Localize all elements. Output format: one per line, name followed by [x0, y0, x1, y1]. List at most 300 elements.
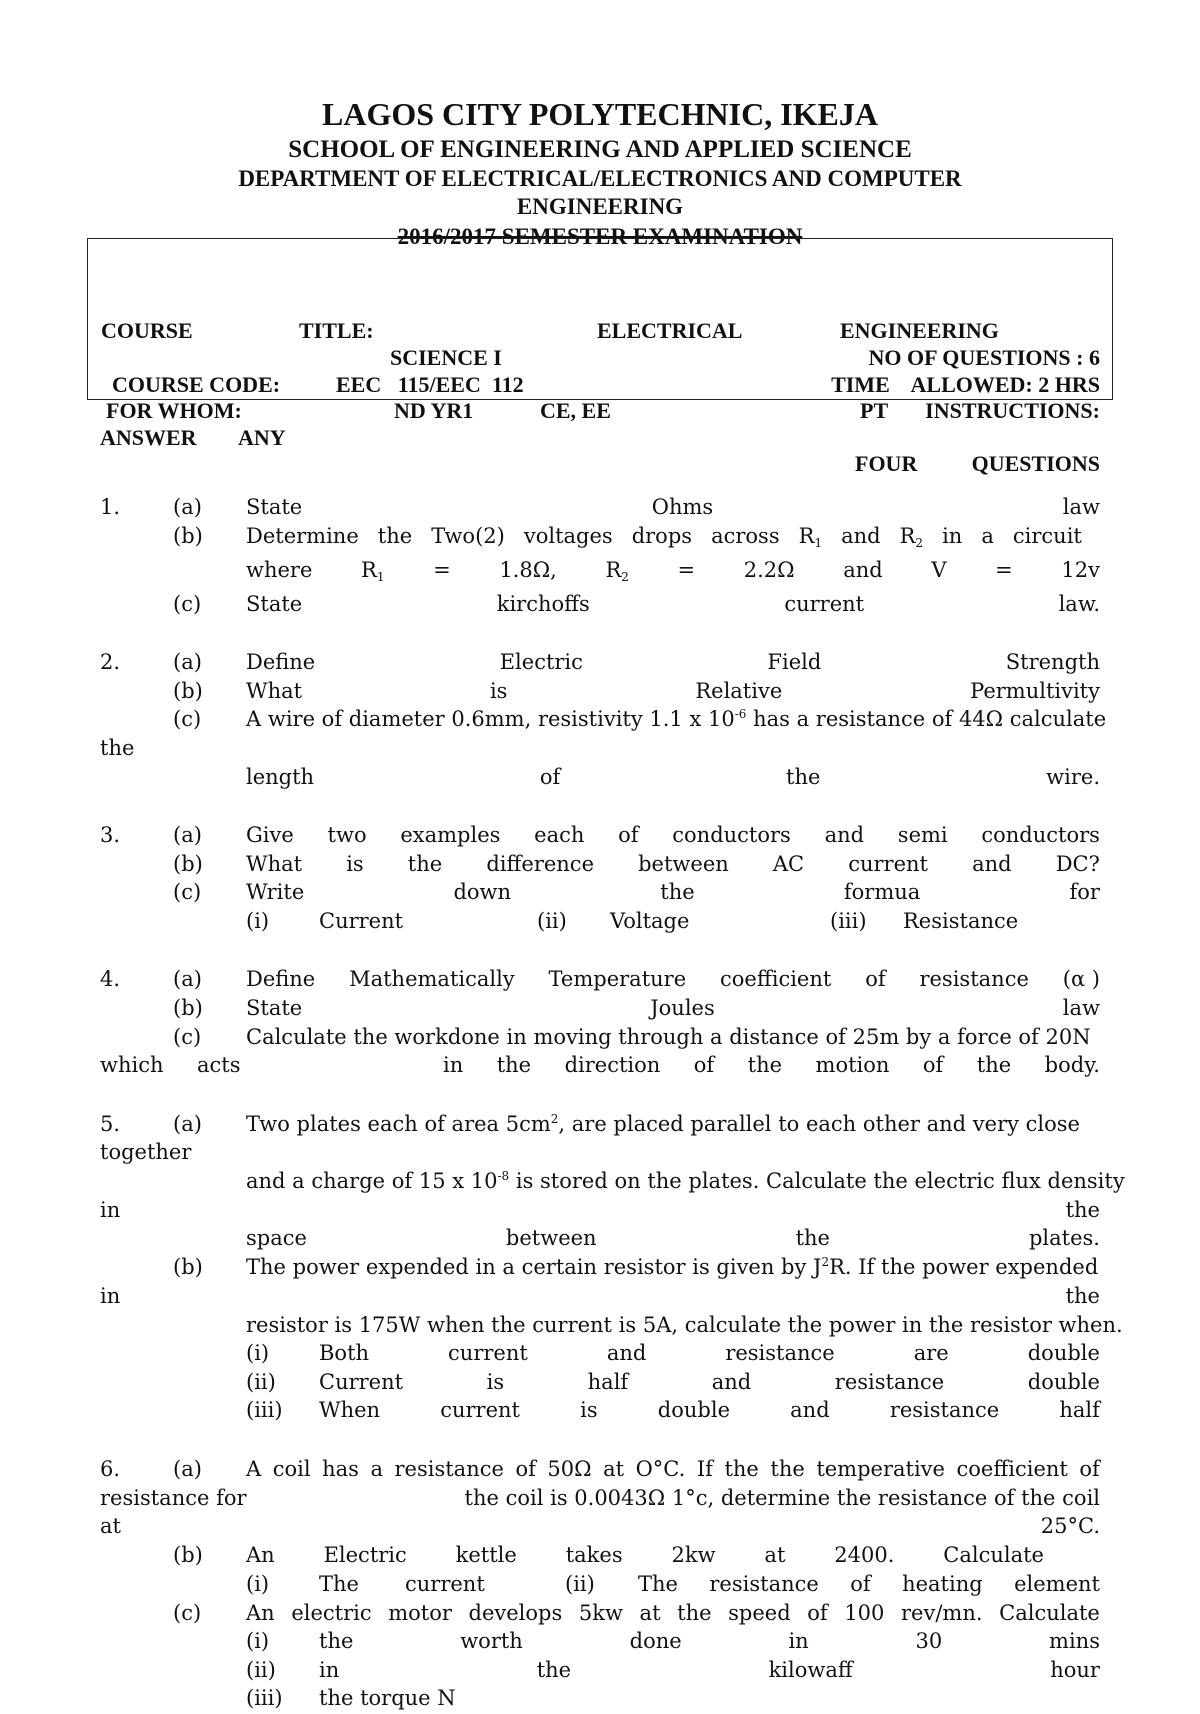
- word: resistance: [709, 1572, 819, 1596]
- word: formua: [843, 880, 921, 904]
- q2-c-line: [100, 707, 1107, 735]
- word: element: [1014, 1572, 1100, 1596]
- word: of: [515, 1457, 536, 1481]
- answer-label: ANSWER: [100, 425, 197, 450]
- subscript: 2: [915, 536, 924, 550]
- q5-b-iii: [100, 1398, 1100, 1426]
- word: Electric: [499, 650, 583, 674]
- word: Ohms: [651, 495, 714, 519]
- question-text: [246, 852, 1100, 876]
- superscript: -6: [734, 707, 747, 721]
- word: 2400.: [834, 1543, 895, 1567]
- question-text: [246, 558, 1100, 584]
- part-label: (b): [173, 852, 203, 876]
- part-label: (a): [173, 1457, 202, 1481]
- word: (iii): [246, 1686, 283, 1710]
- word: R: [899, 524, 916, 548]
- word: coil: [272, 1457, 311, 1481]
- title-word-engineering: ENGINEERING: [840, 318, 999, 343]
- word: a: [370, 1457, 383, 1481]
- word: and: [841, 524, 881, 548]
- word: AC: [772, 852, 805, 876]
- subpart-label: (i): [246, 909, 270, 933]
- q5-b-line: [100, 1255, 1100, 1283]
- word: the coil is 0.0043Ω 1°c, determine the resistance of the coil: [464, 1486, 1100, 1510]
- q3-a-line: [100, 823, 1100, 851]
- word: half: [1059, 1398, 1100, 1422]
- q4-c-wrap: [100, 1053, 1100, 1081]
- word: Determine: [246, 524, 359, 548]
- q6-c-ii: [100, 1658, 1100, 1686]
- part-label: (c): [173, 880, 202, 904]
- word: 25°C.: [1040, 1514, 1100, 1538]
- subpart-text: Resistance: [903, 909, 1019, 933]
- word: and a charge of 15 x 10: [246, 1169, 498, 1193]
- word: of: [922, 1053, 944, 1077]
- course-label: COURSE: [101, 318, 193, 343]
- question-text: [246, 650, 1100, 674]
- q5-a-line4: [100, 1226, 1100, 1254]
- word: examples: [400, 823, 501, 847]
- word: at: [603, 1457, 625, 1481]
- question-text: [246, 996, 1100, 1020]
- superscript: -8: [497, 1169, 510, 1183]
- question-text: [246, 495, 1100, 519]
- subscript: 2: [621, 570, 629, 584]
- word: conductors: [672, 823, 791, 847]
- word: law: [1062, 495, 1100, 519]
- word: Current: [319, 1370, 404, 1394]
- word: body.: [1044, 1053, 1100, 1077]
- word: in: [942, 524, 963, 548]
- word: the torque N: [319, 1686, 456, 1710]
- word: Define: [246, 650, 316, 674]
- word: the: [407, 852, 443, 876]
- q2-a-line: [100, 650, 1100, 678]
- word: motor: [388, 1601, 452, 1625]
- q1-a-line: [100, 495, 1100, 523]
- for-whom-mode: PT: [860, 398, 889, 423]
- q1-b-line: [100, 524, 1100, 552]
- course-code-label: COURSE CODE:: [112, 372, 281, 397]
- word: the: [677, 1601, 712, 1625]
- word: 50Ω: [547, 1457, 592, 1481]
- word: at: [100, 1514, 121, 1538]
- for-whom-label: FOR WHOM:: [106, 398, 242, 423]
- subscript: 1: [376, 570, 385, 584]
- word: the: [976, 1053, 1012, 1077]
- question-text: [246, 967, 1100, 991]
- department-title-line2: ENGINEERING: [516, 194, 684, 219]
- word: (i): [246, 1629, 270, 1653]
- subpart-text: Voltage: [610, 909, 690, 933]
- q6-c-iii: [100, 1686, 1100, 1714]
- word: the: [1065, 1198, 1100, 1222]
- word: acts: [197, 1053, 241, 1077]
- word: current: [405, 1572, 485, 1596]
- word: Calculate: [999, 1601, 1100, 1625]
- word: If: [696, 1457, 713, 1481]
- part-label: (b): [173, 1543, 203, 1567]
- word: takes: [565, 1543, 623, 1567]
- school-title: SCHOOL OF ENGINEERING AND APPLIED SCIENCE: [288, 136, 912, 163]
- question-text: [246, 1112, 1100, 1136]
- q5-a-wrap: [100, 1140, 1100, 1168]
- number-of-questions: NO OF QUESTIONS : 6: [868, 345, 1100, 370]
- word: direction: [564, 1053, 661, 1077]
- question-text: [246, 679, 1100, 703]
- subpart-text: Current: [319, 909, 404, 933]
- word: are: [913, 1341, 949, 1365]
- word: 12v: [1061, 558, 1100, 582]
- question-text: [246, 1601, 1100, 1625]
- word: A: [246, 1457, 262, 1481]
- question-text: [246, 524, 1082, 550]
- word: coefficient: [956, 1457, 1068, 1481]
- word: An: [246, 1543, 275, 1567]
- for-whom-level: ND YR1: [394, 398, 474, 423]
- word: the: [319, 1629, 354, 1653]
- word: (ii): [246, 1370, 276, 1394]
- word: between: [638, 852, 729, 876]
- part-label: (a): [173, 823, 202, 847]
- word: of: [618, 823, 639, 847]
- institution-title: LAGOS CITY POLYTECHNIC, IKEJA: [322, 96, 878, 132]
- word: 100: [844, 1601, 885, 1625]
- question-text: [246, 1543, 1044, 1567]
- for-whom-programme: CE, EE: [540, 398, 611, 423]
- word: kirchoffs: [496, 592, 590, 616]
- department-title-line1: DEPARTMENT OF ELECTRICAL/ELECTRONICS AND COMPUTER: [238, 166, 962, 191]
- word: Joules: [650, 996, 715, 1020]
- word: where: [246, 558, 313, 582]
- q6-c-i: [100, 1629, 1100, 1657]
- exam-title: 2016/2017 SEMESTER EXAMINATION: [397, 224, 803, 249]
- word: (ii): [565, 1572, 595, 1596]
- word: the: [377, 524, 413, 548]
- four-label: FOUR: [855, 451, 918, 476]
- wrapped-word: the: [100, 736, 135, 760]
- word: Temperature: [548, 967, 687, 991]
- resistor-r2: [605, 558, 628, 584]
- q2-c-wrap: [100, 736, 1100, 764]
- word: for: [1069, 880, 1100, 904]
- part-label: (a): [173, 495, 202, 519]
- word: current: [440, 1398, 520, 1422]
- word: R. If the power expended: [829, 1255, 1099, 1279]
- q5-b-line2: [100, 1284, 1100, 1312]
- q3-c-subparts: [100, 909, 1100, 937]
- word: Strength: [1005, 650, 1100, 674]
- word: resistance for: [100, 1486, 247, 1510]
- word: conductors: [981, 823, 1100, 847]
- question-number: 2.: [100, 650, 121, 674]
- word: of: [1079, 1457, 1100, 1481]
- word: kettle: [455, 1543, 517, 1567]
- question-text: [246, 707, 1107, 731]
- word: the: [770, 1457, 805, 1481]
- any-label: ANY: [238, 425, 286, 450]
- q5-a-line3: [100, 1198, 1100, 1226]
- word: develops: [468, 1601, 563, 1625]
- part-label: (b): [173, 679, 203, 703]
- word: rev/mn.: [901, 1601, 983, 1625]
- word: (ii): [246, 1658, 276, 1682]
- questions-label: QUESTIONS: [971, 451, 1100, 476]
- word: is: [580, 1398, 598, 1422]
- q6-a-line2: [100, 1486, 1100, 1514]
- word: between: [505, 1226, 597, 1250]
- subscript: 1: [814, 536, 823, 550]
- superscript: 2: [550, 1112, 559, 1126]
- question-number: 3.: [100, 823, 121, 847]
- word: speed: [728, 1601, 791, 1625]
- question-text: [246, 880, 1100, 904]
- q6-b-subparts: [100, 1572, 1100, 1600]
- word: worth: [460, 1629, 523, 1653]
- q3-b-line: [100, 852, 1100, 880]
- word: heating: [902, 1572, 983, 1596]
- word: motion: [815, 1053, 890, 1077]
- word: The power expended in a certain resistor is given by J: [246, 1255, 822, 1279]
- word: Permultivity: [970, 679, 1100, 703]
- word: law: [1062, 996, 1100, 1020]
- word: mins: [1049, 1629, 1100, 1653]
- word: 30: [915, 1629, 943, 1653]
- part-label: (a): [173, 650, 202, 674]
- question-text: [246, 1226, 1100, 1250]
- q5-b-ii: [100, 1370, 1100, 1398]
- word: in: [100, 1198, 121, 1222]
- word: Write: [246, 880, 305, 904]
- word: half: [587, 1370, 629, 1394]
- part-label: (b): [173, 996, 203, 1020]
- word: of: [693, 1053, 715, 1077]
- part-label: (a): [173, 1112, 202, 1136]
- word: which: [100, 1053, 164, 1077]
- word: double: [1027, 1341, 1100, 1365]
- word: a: [981, 524, 994, 548]
- word: has a resistance of 44Ω calculate: [746, 707, 1107, 731]
- question-number: 6.: [100, 1457, 121, 1481]
- subpart-label: (iii): [830, 909, 867, 933]
- q2-b-line: [100, 679, 1100, 707]
- wrapped-word: together: [100, 1140, 192, 1164]
- q4-a-line: [100, 967, 1100, 995]
- word: done: [629, 1629, 682, 1653]
- word: at: [639, 1601, 661, 1625]
- word: An: [246, 1601, 275, 1625]
- word: (α ): [1062, 967, 1100, 991]
- word: Relative: [695, 679, 783, 703]
- q5-b-i: [100, 1341, 1100, 1369]
- word: of: [865, 967, 886, 991]
- word: Give: [246, 823, 294, 847]
- word: coefficient: [719, 967, 832, 991]
- word: in: [100, 1284, 121, 1308]
- word: State: [246, 592, 303, 616]
- question-text: resistor is 175W when the current is 5A, calculate the power in the resistor when.: [246, 1313, 1123, 1337]
- question-text: Calculate the workdone in moving through a distance of 25m by a force of 20N: [246, 1025, 1091, 1049]
- word: What: [246, 679, 303, 703]
- part-label: (c): [173, 592, 202, 616]
- resistor-r1: [361, 558, 384, 584]
- word: temperative: [816, 1457, 945, 1481]
- word: The: [638, 1572, 678, 1596]
- word: What: [246, 852, 303, 876]
- word: =: [433, 558, 451, 582]
- word: the: [536, 1658, 572, 1682]
- word: Both: [319, 1341, 370, 1365]
- word: the: [496, 1053, 532, 1077]
- word: Two plates each of area 5cm: [246, 1112, 551, 1136]
- word: and: [824, 823, 865, 847]
- word: Calculate: [943, 1543, 1044, 1567]
- word: resistance: [919, 967, 1029, 991]
- word: is: [486, 1370, 505, 1394]
- q5-a-line2: [100, 1169, 1125, 1197]
- q6-b-line: [100, 1543, 1100, 1571]
- word: law.: [1058, 592, 1100, 616]
- word: resistance: [834, 1370, 945, 1394]
- word: State: [246, 495, 303, 519]
- word: double: [657, 1398, 730, 1422]
- word: is: [346, 852, 364, 876]
- word: wire.: [1046, 765, 1100, 789]
- word: DC?: [1055, 852, 1100, 876]
- word: 2kw: [671, 1543, 716, 1567]
- course-code: EEC 115/EEC 112: [336, 372, 524, 397]
- word: double: [1027, 1370, 1100, 1394]
- word: of: [539, 765, 561, 789]
- q3-c-line: [100, 880, 1100, 908]
- word: has: [322, 1457, 359, 1481]
- q4-c-line: [100, 1025, 1100, 1053]
- word: the: [747, 1053, 783, 1077]
- q6-a-line: [100, 1457, 1100, 1485]
- word: and: [606, 1341, 647, 1365]
- word: at: [764, 1543, 786, 1567]
- word: (iii): [246, 1398, 283, 1422]
- question-text: [246, 592, 1100, 616]
- word: current: [784, 592, 865, 616]
- word: down: [453, 880, 512, 904]
- word: and: [711, 1370, 752, 1394]
- resistor-r2: [900, 524, 923, 550]
- word: (i): [246, 1341, 270, 1365]
- word: , are placed parallel to each other and very close: [558, 1112, 1080, 1136]
- word: voltages: [523, 524, 613, 548]
- title-label: TITLE:: [299, 318, 374, 343]
- word: of: [850, 1572, 871, 1596]
- word: space: [246, 1226, 307, 1250]
- word: in: [788, 1629, 809, 1653]
- word: A wire of diameter 0.6mm, resistivity 1.1 x 10: [246, 707, 735, 731]
- word: electric: [291, 1601, 372, 1625]
- word: length: [246, 765, 315, 789]
- part-label: (a): [173, 967, 202, 991]
- title-continuation: SCIENCE I: [390, 345, 502, 370]
- word: the: [795, 1226, 830, 1250]
- word: Define: [246, 967, 316, 991]
- q2-c-line2: [100, 765, 1100, 793]
- word: two: [327, 823, 367, 847]
- question-text: [246, 1457, 1100, 1481]
- word: of: [807, 1601, 828, 1625]
- word: and: [972, 852, 1012, 876]
- q4-b-line: [100, 996, 1100, 1024]
- word: R: [798, 524, 815, 548]
- word: current: [848, 852, 928, 876]
- question-number: 5.: [100, 1112, 121, 1136]
- part-label: (c): [173, 707, 202, 731]
- word: is stored on the plates. Calculate the electric flux density: [509, 1169, 1125, 1193]
- word: and: [790, 1398, 830, 1422]
- word: 2.2Ω: [743, 558, 795, 582]
- word: each: [534, 823, 585, 847]
- word: State: [246, 996, 303, 1020]
- word: difference: [486, 852, 594, 876]
- q6-a-line3: [100, 1514, 1100, 1542]
- part-label: (b): [173, 1255, 203, 1279]
- word: Field: [767, 650, 822, 674]
- word: Electric: [323, 1543, 407, 1567]
- question-number: 4.: [100, 967, 121, 991]
- word: The: [319, 1572, 359, 1596]
- time-allowed: TIME ALLOWED: 2 HRS: [831, 372, 1100, 397]
- word: is: [489, 679, 508, 703]
- word: 1.8Ω,: [499, 558, 557, 582]
- question-number: 1.: [100, 495, 121, 519]
- word: (i): [246, 1572, 270, 1596]
- word: circuit: [1012, 524, 1082, 548]
- instructions-label: INSTRUCTIONS:: [925, 398, 1100, 423]
- word: the: [1065, 1284, 1100, 1308]
- title-word-electrical: ELECTRICAL: [597, 318, 743, 343]
- word: the: [724, 1457, 759, 1481]
- word: the: [660, 880, 695, 904]
- word: in: [443, 1053, 464, 1077]
- word: R: [361, 558, 377, 582]
- word: drops: [631, 524, 693, 548]
- q5-a-line: [100, 1112, 1100, 1140]
- word: When: [319, 1398, 381, 1422]
- subpart-label: (ii): [537, 909, 567, 933]
- word: O°C.: [635, 1457, 686, 1481]
- word: Two(2): [431, 524, 505, 548]
- word: current: [448, 1341, 528, 1365]
- q6-c-line: [100, 1601, 1100, 1629]
- word: resistance: [889, 1398, 1000, 1422]
- word: V: [931, 558, 947, 582]
- question-text: [246, 1255, 1100, 1279]
- word: semi: [897, 823, 948, 847]
- part-label: (c): [173, 1025, 202, 1049]
- word: across: [711, 524, 780, 548]
- word: hour: [1050, 1658, 1100, 1682]
- word: plates.: [1028, 1226, 1100, 1250]
- word: kilowaff: [768, 1658, 853, 1682]
- q1-b-line2: [100, 558, 1100, 586]
- q5-b-line3: [100, 1313, 1123, 1341]
- word: =: [677, 558, 696, 582]
- q1-c-line: [100, 592, 1100, 620]
- question-text: [246, 765, 1100, 789]
- word: resistance: [725, 1341, 835, 1365]
- word: in: [319, 1658, 340, 1682]
- superscript: 2: [821, 1255, 830, 1269]
- question-text: [246, 1169, 1125, 1193]
